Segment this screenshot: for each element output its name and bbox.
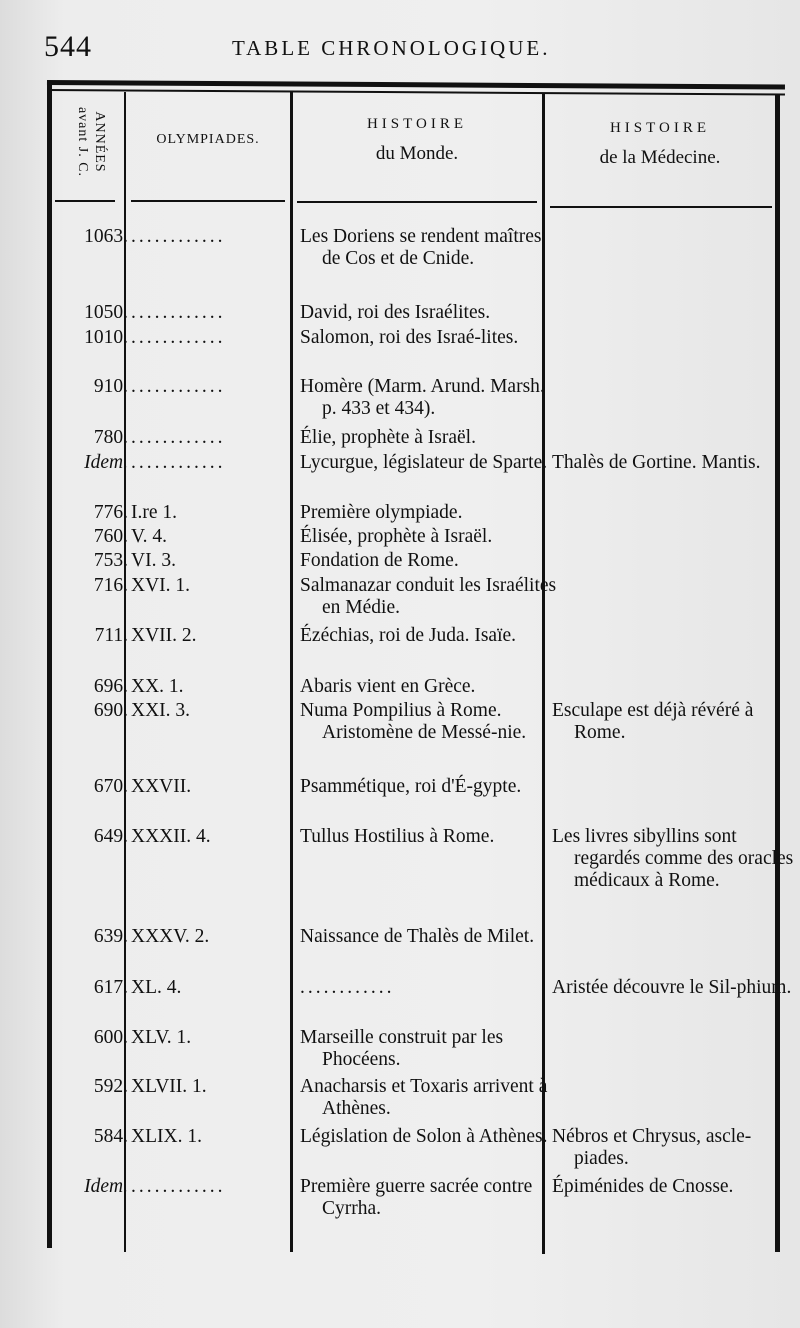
monde-cell: Anacharsis et Toxaris arrivent à Athènes.	[300, 1076, 548, 1119]
monde-header-top: HISTOIRE	[366, 116, 468, 132]
medecine-header-top: HISTOIRE	[609, 120, 711, 136]
medecine-cell: Les livres sibyllins sont regardés comme des oracles médicaux à Rome.	[552, 826, 794, 891]
olympiade-cell: ............	[131, 452, 226, 473]
year-cell: Idem.	[84, 1176, 128, 1197]
medecine-cell: Aristée découvre le Sil-phium.	[552, 977, 792, 998]
year-cell: 776.	[93, 502, 128, 523]
year-cell: 760.	[93, 526, 128, 547]
monde-cell: Psammétique, roi d'É-gypte.	[300, 776, 522, 797]
year-cell: 716.	[93, 575, 128, 596]
year-cell: 711.	[94, 625, 128, 646]
olympiade-cell: ............	[131, 427, 226, 448]
monde-cell: Naissance de Thalès de Milet.	[300, 926, 535, 947]
olympiade-cell: XLVII. 1.	[131, 1076, 207, 1097]
monde-cell: Élisée, prophète à Israël.	[300, 526, 493, 547]
running-title: TABLE CHRONOLOGIQUE.	[232, 36, 551, 60]
monde-cell: Lycurgue, législateur de Sparte.	[300, 452, 548, 473]
header-rule	[297, 201, 537, 203]
year-cell: 753.	[93, 550, 128, 571]
olympiade-cell: XXI. 3.	[131, 700, 191, 721]
year-cell: 592.	[93, 1076, 128, 1097]
column-header-histoire-medecine	[547, 120, 773, 169]
page-header	[0, 28, 800, 68]
header-rule	[55, 200, 115, 202]
header-rule	[550, 206, 772, 208]
olympiade-cell: XXXV. 2.	[131, 926, 210, 947]
monde-cell: Abaris vient en Grèce.	[300, 676, 476, 697]
year-cell: 1010.	[84, 327, 128, 348]
year-cell: 639.	[93, 926, 128, 947]
monde-cell: ............	[300, 977, 395, 998]
left-border	[47, 82, 52, 1248]
year-cell: 780.	[93, 427, 128, 448]
column-header-annees	[61, 88, 121, 196]
monde-cell: David, roi des Israélites.	[300, 302, 491, 323]
monde-cell: Marseille construit par les Phocéens.	[300, 1027, 504, 1070]
olympiade-cell: XLV. 1.	[131, 1027, 192, 1048]
medecine-cell: Épiménides de Cnosse.	[552, 1176, 734, 1197]
year-cell: 617.	[93, 977, 128, 998]
year-cell: 584.	[93, 1126, 128, 1147]
olympiade-cell: VI. 3.	[131, 550, 176, 571]
olympiade-cell: XX. 1.	[131, 676, 184, 697]
olympiade-cell: XLIX. 1.	[131, 1126, 202, 1147]
olympiade-cell: XL. 4.	[131, 977, 182, 998]
monde-cell: Législation de Solon à Athènes.	[300, 1126, 548, 1147]
year-cell: Idem.	[84, 452, 128, 473]
year-cell: 910.	[93, 376, 128, 397]
year-cell: 696.	[93, 676, 128, 697]
olympiade-cell: XXVII.	[131, 776, 192, 797]
top-rule-thick	[47, 80, 785, 90]
monde-cell: Homère (Marm. Arund. Marsh. p. 433 et 434).	[300, 376, 545, 419]
olympiade-cell: ............	[131, 226, 226, 247]
year-cell: 600.	[93, 1027, 128, 1048]
olympiade-cell: XVI. 1.	[131, 575, 191, 596]
top-rule-thin	[47, 89, 785, 96]
monde-cell: Fondation de Rome.	[300, 550, 459, 571]
olympiade-cell: ............	[131, 327, 226, 348]
medecine-header-sub: de la Médecine.	[599, 147, 721, 168]
olympiade-cell: V. 4.	[131, 526, 167, 547]
monde-cell: Première olympiade.	[300, 502, 463, 523]
year-cell: 1050.	[84, 302, 128, 323]
monde-header-sub: du Monde.	[375, 143, 459, 164]
header-rule	[131, 200, 285, 202]
annees-label: ANNÉES	[92, 111, 107, 173]
year-cell: 670.	[93, 776, 128, 797]
annees-sublabel: avant J. C.	[75, 106, 90, 178]
monde-cell: Élie, prophète à Israël.	[300, 427, 476, 448]
monde-cell: Tullus Hostilius à Rome.	[300, 826, 495, 847]
page-number: 544	[44, 30, 92, 63]
year-cell: 1063.	[84, 226, 128, 247]
olympiade-cell: ............	[131, 302, 226, 323]
monde-cell: Les Doriens se rendent maîtres de Cos et de Cnide.	[300, 226, 542, 269]
monde-cell: Numa Pompilius à Rome. Aristomène de Messé-nie.	[300, 700, 527, 743]
medecine-cell: Nébros et Chrysus, ascle-piades.	[552, 1126, 752, 1169]
olympiade-cell: ............	[131, 1176, 226, 1197]
right-border	[775, 94, 780, 1252]
medecine-cell: Thalès de Gortine. Mantis.	[552, 452, 761, 473]
olympiade-cell: XVII. 2.	[131, 625, 197, 646]
column-header-olympiades: OLYMPIADES.	[156, 132, 260, 147]
year-cell: 649.	[93, 826, 128, 847]
olympiade-cell: ............	[131, 376, 226, 397]
medecine-cell: Esculape est déjà révéré à Rome.	[552, 700, 754, 743]
monde-cell: Salomon, roi des Israé-lites.	[300, 327, 519, 348]
monde-cell: Ézéchias, roi de Juda. Isaïe.	[300, 625, 517, 646]
column-header-histoire-monde	[295, 116, 539, 165]
year-cell: 690.	[93, 700, 128, 721]
monde-cell: Salmanazar conduit les Israélites en Médie.	[300, 575, 557, 618]
monde-cell: Première guerre sacrée contre Cyrrha.	[300, 1176, 533, 1219]
olympiade-cell: XXXII. 4.	[131, 826, 211, 847]
olympiade-cell: I.re 1.	[131, 502, 178, 523]
